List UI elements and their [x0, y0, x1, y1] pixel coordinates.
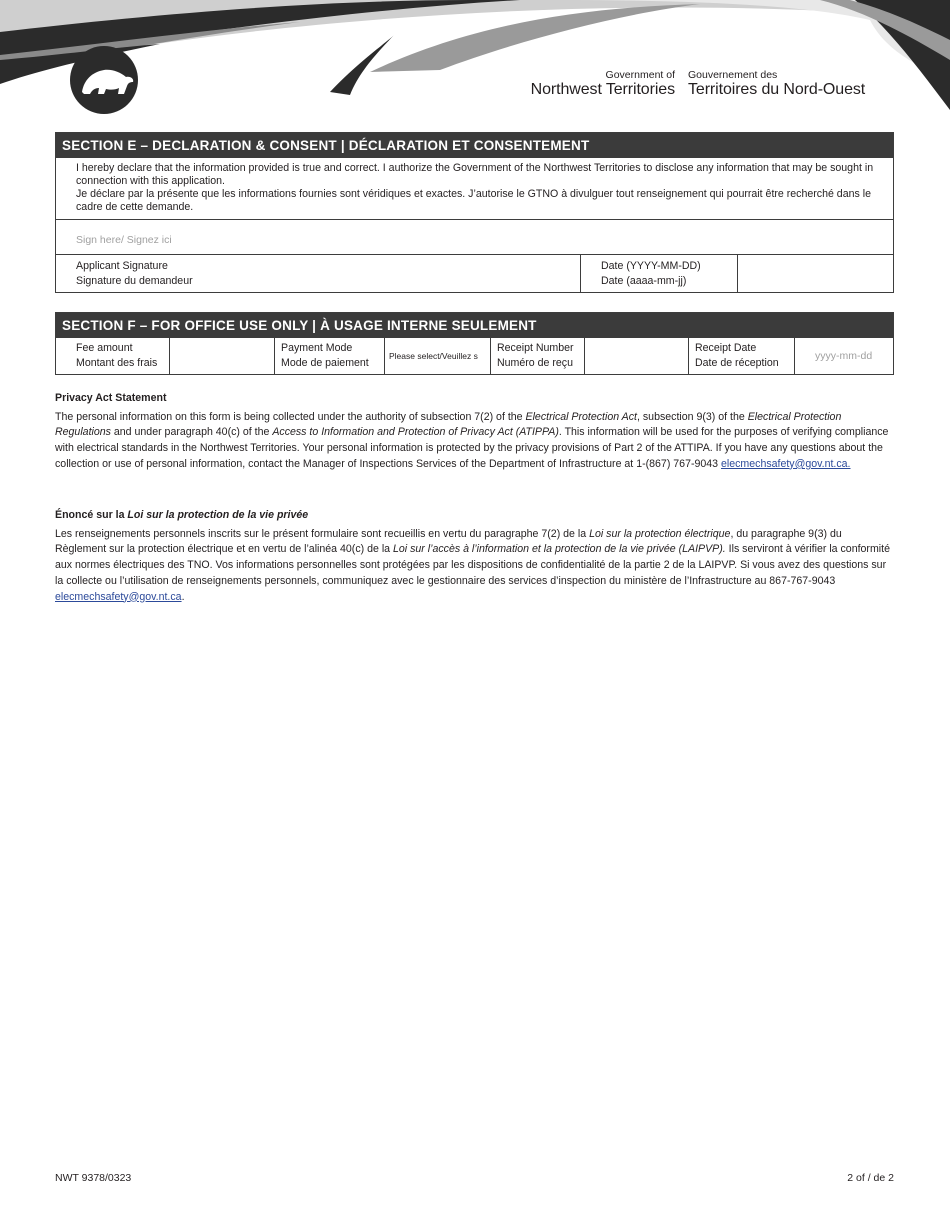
form-number: NWT 9378/0323	[55, 1172, 132, 1184]
signature-area[interactable]	[56, 220, 893, 255]
privacy-en-act-1: Electrical Protection Act	[525, 410, 637, 423]
declaration-en: I hereby declare that the information provided is true and correct. I authorize the Government of the Northwest Territories to disclose any information that may be sought in connection with this application.	[76, 162, 874, 187]
gov-fr-small: Gouvernement des	[688, 69, 778, 81]
privacy-heading-fr-italic: Loi sur la protection de la vie privée	[127, 509, 309, 521]
privacy-en-text-3: and under paragraph 40(c) of the	[110, 426, 273, 439]
receipt-number-label-en: Receipt Number	[497, 342, 574, 354]
section-e-title: SECTION E – DECLARATION & CONSENT | DÉCLARATION ET CONSENTEMENT	[56, 133, 893, 158]
privacy-paragraph-en	[55, 410, 895, 473]
receipt-date-field[interactable]: yyyy-mm-dd	[815, 350, 873, 362]
gov-en-big: Northwest Territories	[530, 81, 675, 98]
privacy-heading-fr	[55, 508, 895, 524]
section-e	[55, 132, 894, 293]
payment-mode-select[interactable]: Please select/Veuillez s	[385, 338, 491, 374]
signature-row	[56, 255, 893, 292]
receipt-date-label	[689, 338, 795, 374]
receipt-number-field[interactable]	[585, 338, 689, 374]
privacy-en-text-2: , subsection 9(3) of the	[637, 410, 748, 423]
privacy-statement-en	[55, 391, 895, 473]
signature-field[interactable]	[76, 234, 876, 246]
privacy-fr-act-2: Loi sur l’accès à l’information et la protection de la vie privée (LAIPVP).	[393, 543, 726, 556]
payment-label-en: Payment Mode	[281, 342, 353, 354]
gov-name-en	[523, 69, 675, 99]
privacy-paragraph-fr	[55, 527, 895, 606]
privacy-fr-text-1: Les renseignements personnels inscrits sur le présent formulaire sont recueillis en vertu du paragraphe 7(2) de la	[55, 527, 590, 540]
privacy-en-act-2: Electrical Protection Regulations	[55, 410, 842, 439]
receipt-number-label	[491, 338, 585, 374]
privacy-en-act-3: Access to Information and Protection of Privacy Act (ATIPPA)	[272, 426, 559, 439]
header-banner	[0, 0, 950, 130]
fee-label-en: Fee amount	[76, 342, 133, 354]
privacy-fr-end: .	[181, 590, 185, 603]
date-label	[581, 255, 738, 292]
page-number: 2 of / de 2	[847, 1172, 894, 1184]
section-f	[55, 312, 894, 375]
privacy-heading-fr-prefix: Énoncé sur la	[55, 509, 128, 521]
fee-field[interactable]	[170, 338, 275, 374]
privacy-en-text-4: . This information will be used for the purposes of verifying compliance with electrical standards in the Northwest Territories. Your personal information is protected by the privacy provisions of Part 2 of the ATTIPA. If you have any questions about the collection or use of personal information, contact the Manager of Inspections Services of the Department of Infrastructure at 1-(867) 767-9043	[55, 426, 889, 470]
privacy-fr-text-3: Ils serviront à vérifier la conformité aux normes électriques des TNO. Vos informations personnelles sont protégées par les dispositions de confidentialité de la partie 2 de la LAIPVP. Si vous avez des questions sur la collecte ou l’utilisation de renseignements personnels, communiquez avec le gestionnaire des services d’inspection du ministère de l’Infrastructure au 867-767-9043	[55, 543, 890, 587]
privacy-heading-en: Privacy Act Statement	[55, 392, 167, 404]
signature-label	[56, 255, 581, 292]
section-f-title: SECTION F – FOR OFFICE USE ONLY | À USAGE INTERNE SEULEMENT	[56, 313, 893, 338]
privacy-fr-act-1: Loi sur la protection électrique	[589, 527, 731, 540]
gov-fr-big: Territoires du Nord-Ouest	[688, 81, 866, 98]
swoosh-center-2	[330, 34, 395, 95]
office-use-row	[56, 338, 893, 374]
email-link-en[interactable]: elecmechsafety@gov.nt.ca.	[721, 457, 851, 470]
receipt-number-label-fr: Numéro de reçu	[497, 357, 573, 369]
receipt-date-label-en: Receipt Date	[695, 342, 757, 354]
signature-label-fr: Signature du demandeur	[76, 275, 193, 287]
receipt-date-label-fr: Date de réception	[695, 357, 779, 369]
privacy-en-text-1: The personal information on this form is being collected under the authority of subsection 7(2) of the	[55, 410, 526, 423]
privacy-statement-fr	[55, 508, 895, 605]
date-label-en: Date (YYYY-MM-DD)	[601, 260, 701, 272]
email-link-fr[interactable]: elecmechsafety@gov.nt.ca	[55, 590, 182, 603]
declaration-fr: Je déclare par la présente que les informations fournies sont véridiques et exactes. J’autorise le GTNO à divulguer tout renseignement qui pourrait être recherché dans le cadre de cette demande.	[76, 188, 871, 213]
signature-label-en: Applicant Signature	[76, 260, 168, 272]
date-label-fr: Date (aaaa-mm-jj)	[601, 275, 687, 287]
fee-label-fr: Montant des frais	[76, 357, 158, 369]
privacy-fr-text-2: , du paragraphe 9(3) du Règlement sur la protection électrique et en vertu de l’alinéa 40(c) de la	[55, 527, 842, 556]
gov-name-fr	[688, 69, 888, 99]
payment-label-fr: Mode de paiement	[281, 357, 369, 369]
fee-label	[56, 338, 170, 374]
payment-label	[275, 338, 385, 374]
date-field[interactable]	[738, 255, 893, 292]
gov-en-small: Government of	[605, 69, 675, 81]
declaration-text	[56, 158, 893, 220]
